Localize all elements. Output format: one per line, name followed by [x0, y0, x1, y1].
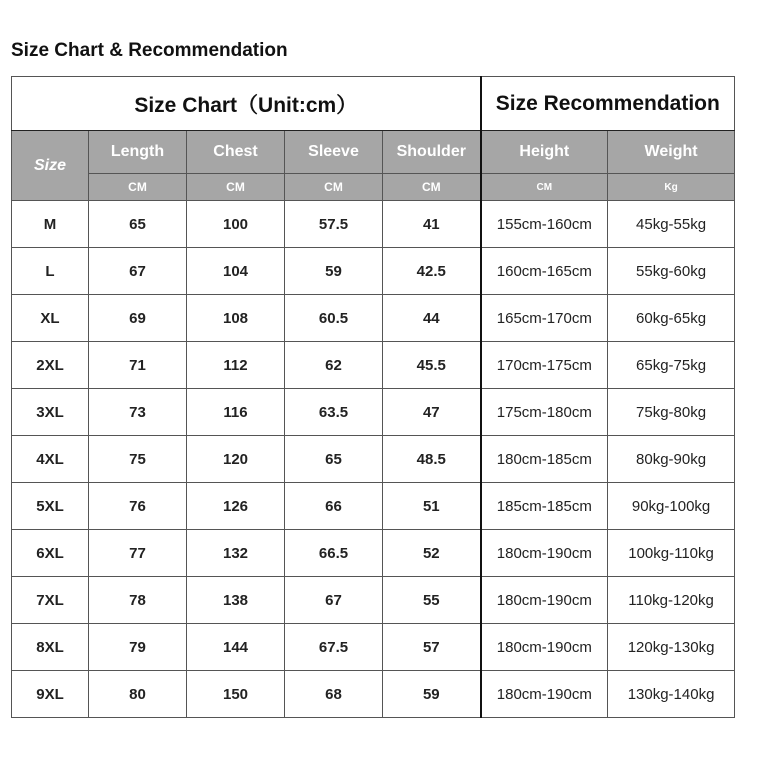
unit-chest: CM	[187, 174, 285, 201]
unit-length: CM	[89, 174, 187, 201]
size-chart-title: Size Chart（Unit:cm）	[12, 77, 481, 131]
column-header-weight: Weight	[608, 131, 735, 174]
cell-size: 5XL	[12, 483, 89, 530]
cell-shoulder: 55	[383, 577, 481, 624]
cell-height: 155cm-160cm	[481, 201, 608, 248]
cell-weight: 90kg-100kg	[608, 483, 735, 530]
cell-height: 160cm-165cm	[481, 248, 608, 295]
cell-shoulder: 59	[383, 671, 481, 718]
cell-height: 180cm-190cm	[481, 530, 608, 577]
cell-height: 165cm-170cm	[481, 295, 608, 342]
cell-size: 6XL	[12, 530, 89, 577]
cell-chest: 120	[187, 436, 285, 483]
unit-row	[12, 174, 735, 201]
cell-weight: 120kg-130kg	[608, 624, 735, 671]
table-row	[12, 577, 735, 624]
cell-chest: 132	[187, 530, 285, 577]
cell-height: 180cm-190cm	[481, 624, 608, 671]
cell-length: 75	[89, 436, 187, 483]
cell-size: M	[12, 201, 89, 248]
cell-chest: 138	[187, 577, 285, 624]
table-title-row	[12, 77, 735, 131]
column-header-size: Size	[12, 131, 89, 201]
cell-sleeve: 62	[285, 342, 383, 389]
cell-sleeve: 59	[285, 248, 383, 295]
column-header-shoulder: Shoulder	[383, 131, 481, 174]
cell-weight: 130kg-140kg	[608, 671, 735, 718]
cell-size: 2XL	[12, 342, 89, 389]
table-row	[12, 342, 735, 389]
cell-size: L	[12, 248, 89, 295]
cell-shoulder: 57	[383, 624, 481, 671]
unit-shoulder: CM	[383, 174, 481, 201]
cell-sleeve: 57.5	[285, 201, 383, 248]
cell-weight: 110kg-120kg	[608, 577, 735, 624]
cell-length: 67	[89, 248, 187, 295]
table-row	[12, 436, 735, 483]
cell-height: 170cm-175cm	[481, 342, 608, 389]
cell-size: 3XL	[12, 389, 89, 436]
cell-height: 180cm-190cm	[481, 577, 608, 624]
cell-shoulder: 47	[383, 389, 481, 436]
cell-height: 180cm-190cm	[481, 671, 608, 718]
cell-weight: 45kg-55kg	[608, 201, 735, 248]
unit-height: CM	[481, 174, 608, 201]
cell-sleeve: 68	[285, 671, 383, 718]
table-row	[12, 248, 735, 295]
cell-sleeve: 63.5	[285, 389, 383, 436]
cell-weight: 60kg-65kg	[608, 295, 735, 342]
unit-sleeve: CM	[285, 174, 383, 201]
column-header-chest: Chest	[187, 131, 285, 174]
cell-length: 80	[89, 671, 187, 718]
table-row	[12, 201, 735, 248]
cell-chest: 100	[187, 201, 285, 248]
cell-length: 79	[89, 624, 187, 671]
cell-weight: 80kg-90kg	[608, 436, 735, 483]
cell-sleeve: 60.5	[285, 295, 383, 342]
table-row	[12, 295, 735, 342]
cell-size: 9XL	[12, 671, 89, 718]
column-header-length: Length	[89, 131, 187, 174]
table-row	[12, 389, 735, 436]
cell-chest: 144	[187, 624, 285, 671]
table-row	[12, 624, 735, 671]
cell-length: 69	[89, 295, 187, 342]
cell-weight: 55kg-60kg	[608, 248, 735, 295]
cell-weight: 100kg-110kg	[608, 530, 735, 577]
cell-chest: 108	[187, 295, 285, 342]
cell-length: 73	[89, 389, 187, 436]
size-recommendation-title: Size Recommendation	[481, 77, 735, 131]
cell-length: 77	[89, 530, 187, 577]
table-row	[12, 671, 735, 718]
cell-shoulder: 48.5	[383, 436, 481, 483]
page-title: Size Chart & Recommendation	[11, 40, 288, 61]
cell-length: 71	[89, 342, 187, 389]
cell-height: 185cm-185cm	[481, 483, 608, 530]
cell-size: 8XL	[12, 624, 89, 671]
cell-size: XL	[12, 295, 89, 342]
cell-length: 76	[89, 483, 187, 530]
cell-shoulder: 45.5	[383, 342, 481, 389]
cell-shoulder: 42.5	[383, 248, 481, 295]
cell-length: 78	[89, 577, 187, 624]
cell-shoulder: 41	[383, 201, 481, 248]
column-header-row	[12, 131, 735, 174]
unit-weight: Kg	[608, 174, 735, 201]
cell-shoulder: 51	[383, 483, 481, 530]
cell-weight: 75kg-80kg	[608, 389, 735, 436]
cell-sleeve: 67.5	[285, 624, 383, 671]
cell-weight: 65kg-75kg	[608, 342, 735, 389]
cell-sleeve: 66.5	[285, 530, 383, 577]
cell-sleeve: 66	[285, 483, 383, 530]
cell-shoulder: 52	[383, 530, 481, 577]
cell-size: 7XL	[12, 577, 89, 624]
cell-height: 175cm-180cm	[481, 389, 608, 436]
cell-height: 180cm-185cm	[481, 436, 608, 483]
cell-chest: 126	[187, 483, 285, 530]
column-header-sleeve: Sleeve	[285, 131, 383, 174]
cell-chest: 150	[187, 671, 285, 718]
cell-chest: 112	[187, 342, 285, 389]
cell-chest: 116	[187, 389, 285, 436]
cell-sleeve: 65	[285, 436, 383, 483]
column-header-height: Height	[481, 131, 608, 174]
cell-chest: 104	[187, 248, 285, 295]
cell-size: 4XL	[12, 436, 89, 483]
size-chart-table	[11, 76, 735, 718]
table-row	[12, 530, 735, 577]
table-row	[12, 483, 735, 530]
cell-length: 65	[89, 201, 187, 248]
cell-shoulder: 44	[383, 295, 481, 342]
cell-sleeve: 67	[285, 577, 383, 624]
